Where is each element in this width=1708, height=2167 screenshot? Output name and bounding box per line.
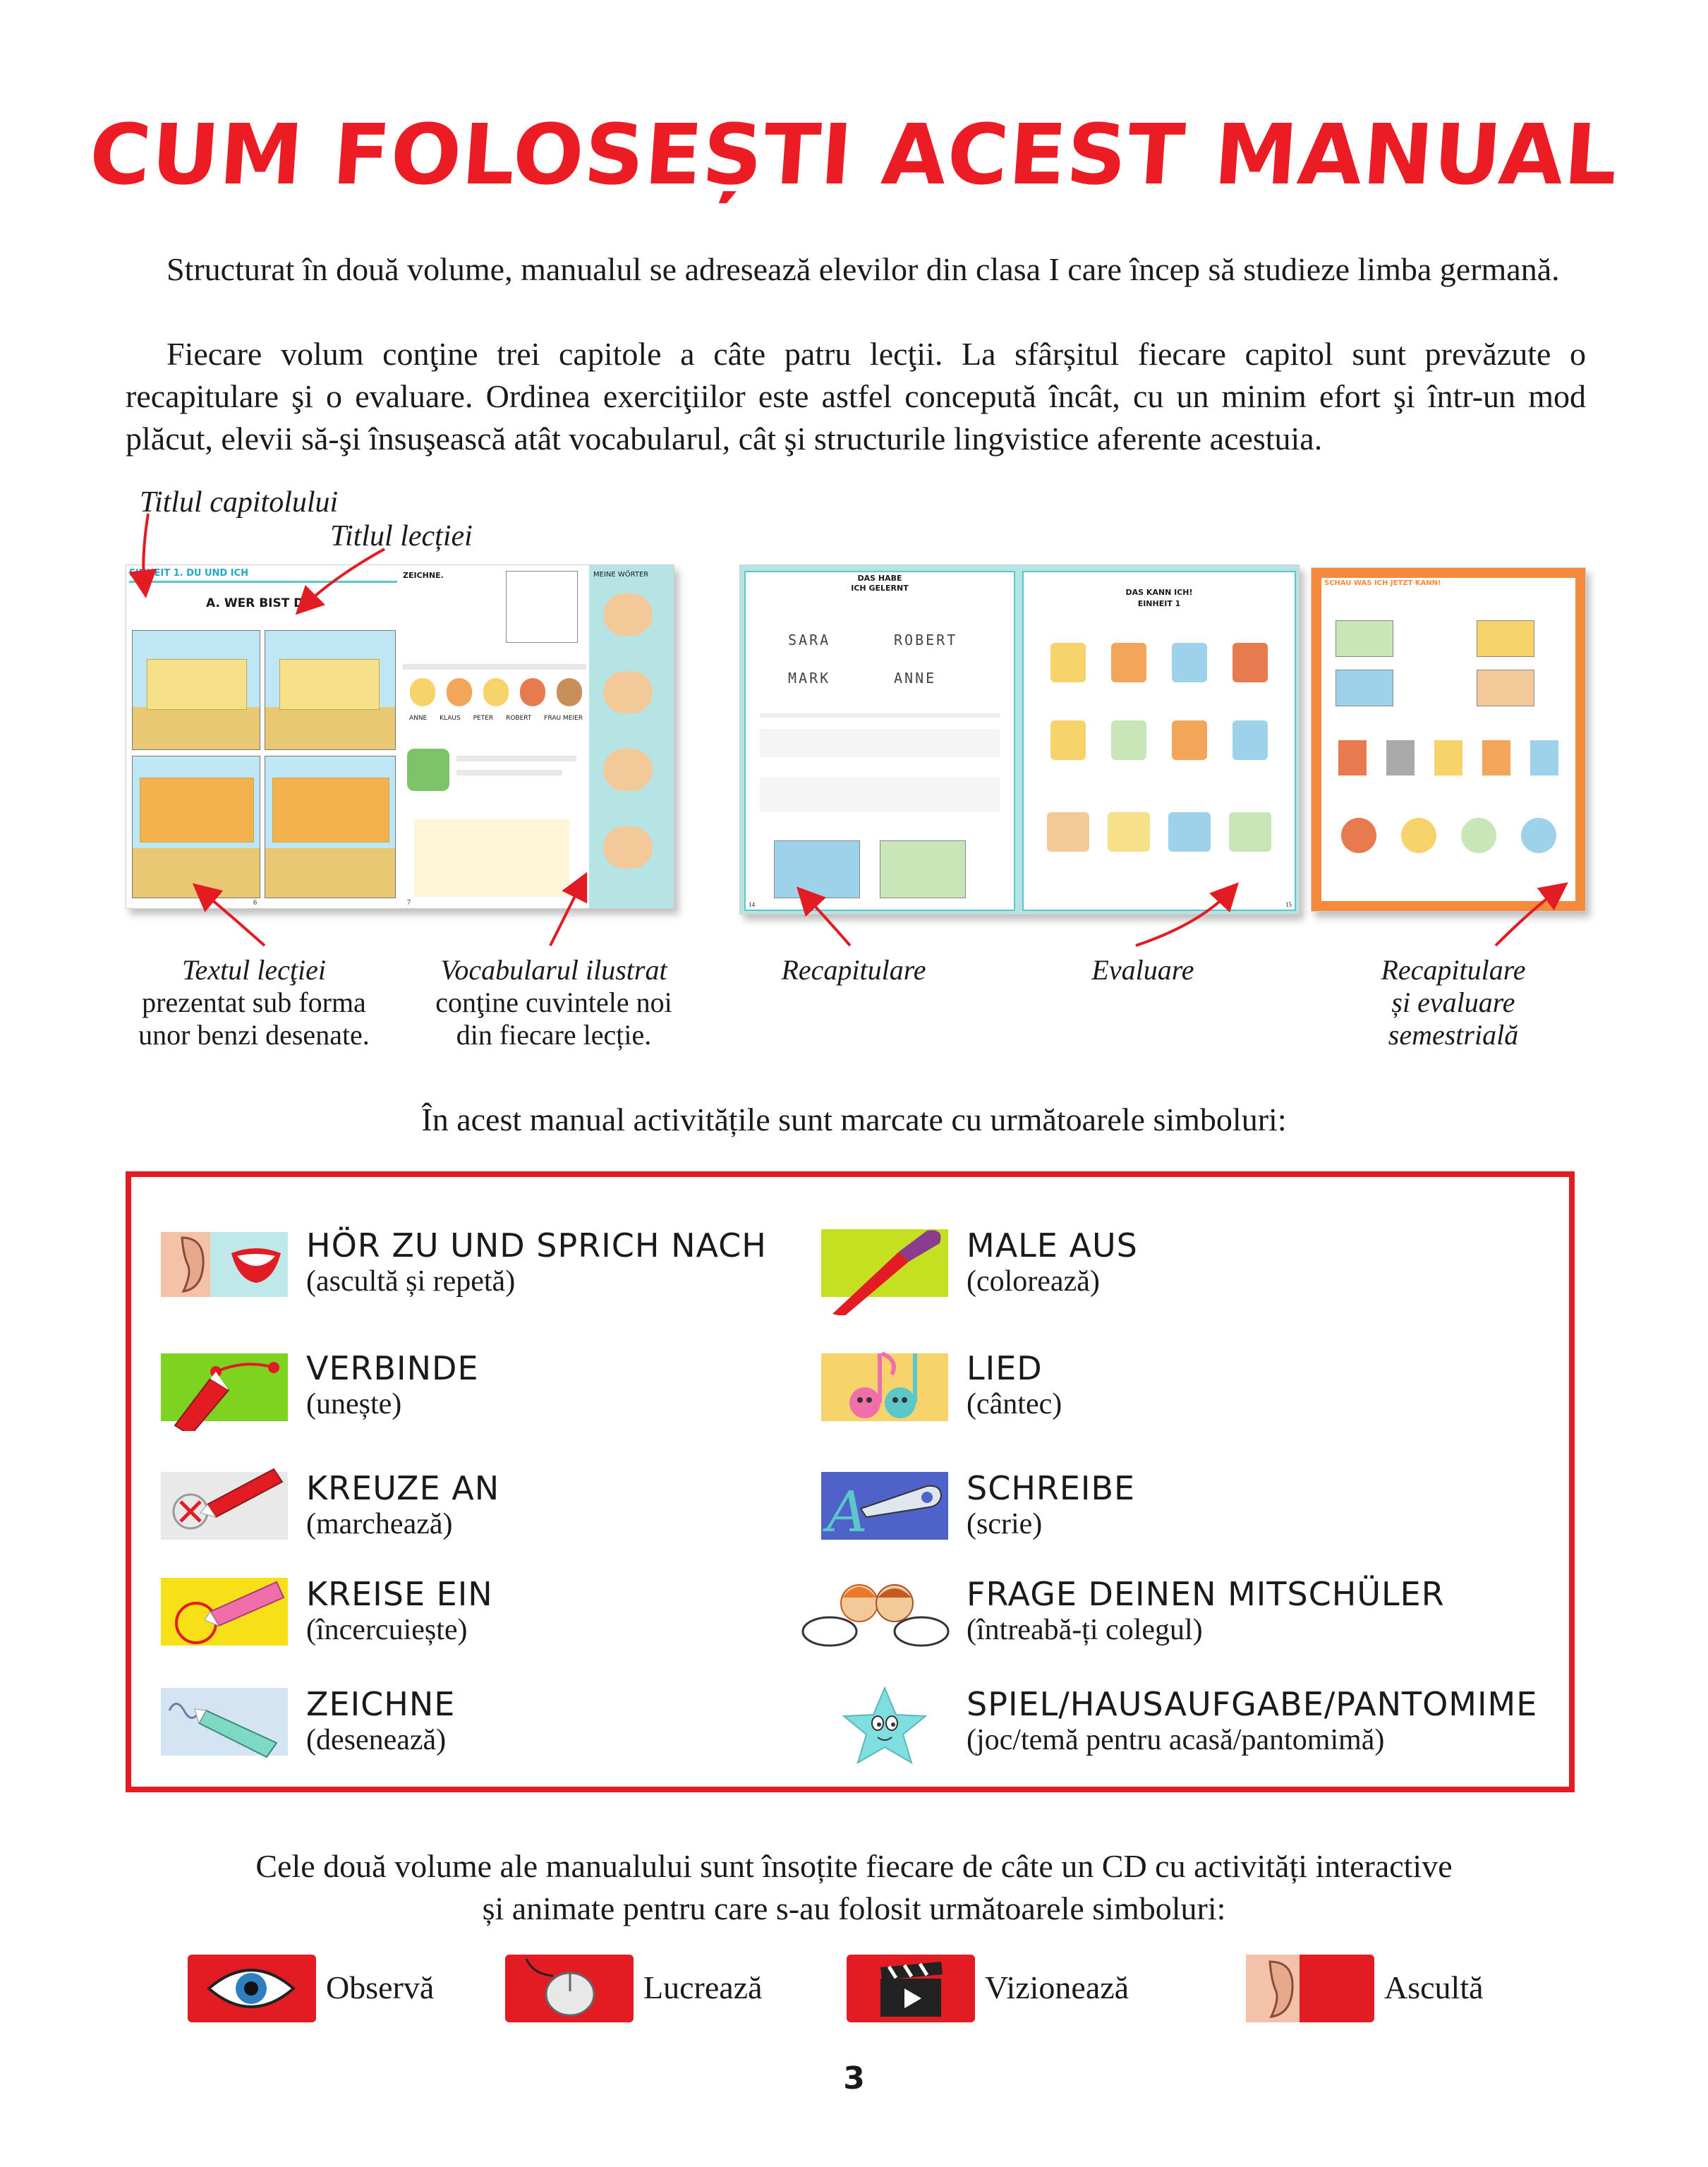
symbol-label: KREISE EIN: [306, 1575, 493, 1613]
description-evaluation-title: Evaluare: [1091, 954, 1194, 986]
writing-pen-icon: [821, 1466, 948, 1544]
circle-pen-icon: [161, 1572, 288, 1650]
music-notes-icon: [821, 1346, 948, 1424]
cross-pen-icon: [161, 1466, 288, 1544]
semester-heading: SCHAU WAS ICH JETZT KANN!: [1324, 579, 1441, 587]
caption-lesson-title: Titlul lecției: [330, 520, 473, 553]
symbol-label: VERBINDE: [306, 1349, 479, 1387]
mouse-icon: [505, 1955, 634, 2022]
description-semester: [1312, 954, 1594, 1051]
symbol-game-homework: [821, 1682, 1538, 1767]
description-semester-line: și evaluare: [1391, 986, 1515, 1018]
review-page-number: 14: [749, 901, 755, 908]
symbol-label: LIED: [967, 1349, 1043, 1387]
symbol-translation: (ascultă și repetă): [306, 1265, 516, 1298]
symbol-label: ZEICHNE: [306, 1685, 456, 1723]
drawing-pen-icon: [161, 1682, 288, 1760]
connect-pen-icon: [161, 1346, 288, 1431]
annotation-arrows: [0, 0, 1708, 1058]
kids-speech-icon: [801, 1572, 950, 1650]
review-heading-2: ICH GELERNT: [851, 584, 909, 593]
description-semester-line: Recapitulare: [1381, 954, 1526, 986]
review-name: MARK: [788, 670, 831, 687]
symbol-label: FRAGE DEINEN MITSCHÜLER: [967, 1575, 1445, 1613]
symbol-translation: (cântec): [967, 1388, 1062, 1420]
intro-paragraph-1: Structurat în două volume, manualul se adresează elevilor din clasa I care încep să studieze limba germană.: [166, 251, 1560, 287]
evaluation-heading-1: DAS KANN ICH!: [1125, 588, 1193, 597]
eye-icon: [188, 1955, 316, 2022]
description-lesson-text-line: unor benzi desenate.: [138, 1019, 370, 1051]
vocab-name: ROBERT: [506, 715, 532, 722]
lesson-page-left: 6: [253, 899, 257, 907]
description-vocabulary: [406, 954, 702, 1051]
lesson-zeichne: ZEICHNE.: [403, 571, 444, 580]
symbol-label: KREUZE AN: [306, 1469, 500, 1507]
ear-mouth-icon: [161, 1224, 288, 1301]
review-name: SARA: [788, 632, 831, 648]
symbol-translation: (încercuiește): [306, 1614, 468, 1646]
cd-description: [0, 1845, 1708, 1930]
description-lesson-text: [106, 954, 402, 1051]
vocab-name: PETER: [473, 715, 494, 722]
vocab-name: ANNE: [408, 715, 428, 722]
symbol-write: [821, 1466, 1498, 1551]
description-vocabulary-title: Vocabularul ilustrat: [440, 954, 667, 986]
symbol-translation: (întreabă-ți colegul): [967, 1614, 1203, 1646]
vocab-name: FRAU MEIER: [544, 715, 583, 722]
paintbrush-icon: [821, 1224, 948, 1315]
review-name: ROBERT: [894, 632, 958, 648]
caption-chapter-title: Titlul capitolului: [140, 486, 339, 519]
clapperboard-icon: [847, 1955, 975, 2022]
cd-symbol-label: Vizionează: [985, 1969, 1129, 2005]
review-name: ANNE: [894, 670, 937, 687]
symbols-intro: În acest manual activitățile sunt marcate cu următoarele simboluri:: [421, 1101, 1287, 1137]
symbol-circle: [161, 1572, 838, 1657]
cd-symbol-label: Observă: [326, 1969, 435, 2005]
symbol-translation: (colorează): [967, 1265, 1100, 1298]
description-vocabulary-line: din fiecare lecție.: [456, 1019, 652, 1051]
intro-paragraph-2: Fiecare volum conţine trei capitole a câte patru lecţii. La sfârșitul fiecare capitol sunt prevăzute o recapitulare şi o evaluare. Ordinea exerciţiilor este astfel concepută încât, cu un minim efort şi într-un mod plăcut, elevii să-şi însuşească atât vocabularul, cât şi structurile lingvistice aferente acestuia.: [126, 336, 1586, 457]
description-review-title: Recapitulare: [781, 954, 926, 986]
symbol-label: SPIEL/HAUSAUFGABE/PANTOMIME: [967, 1685, 1538, 1723]
symbol-song: [821, 1346, 1498, 1431]
star-icon: [821, 1682, 948, 1767]
symbol-translation: (marchează): [306, 1508, 453, 1540]
lesson-unit-title: EINHEIT 1. DU UND ICH: [129, 568, 248, 579]
page-number: 3: [843, 2060, 865, 2096]
page-title: CUM FOLOSEȘTI ACEST MANUAL: [86, 106, 1622, 203]
symbol-translation: (joc/temă pentru acasă/pantomimă): [967, 1724, 1385, 1756]
lesson-page-right: 7: [407, 899, 411, 907]
symbol-color: [821, 1224, 1498, 1308]
symbol-mark: [161, 1466, 838, 1551]
cd-symbol-label: Ascultă: [1384, 1969, 1484, 2005]
symbol-translation: (unește): [306, 1388, 402, 1420]
cd-symbol-label: Lucrează: [643, 1969, 763, 2005]
lesson-heading: A. WER BIST DU?: [205, 596, 321, 610]
symbol-label: HÖR ZU UND SPRICH NACH: [306, 1226, 767, 1264]
description-lesson-text-line: prezentat sub forma: [142, 986, 366, 1018]
description-vocabulary-line: conţine cuvintele noi: [435, 986, 672, 1018]
vocab-column-title: MEINE WÖRTER: [593, 571, 649, 579]
cd-description-line-2: și animate pentru care s-au folosit următoarele simboluri:: [482, 1890, 1226, 1926]
symbol-listen-repeat: [161, 1224, 838, 1308]
description-review: [713, 954, 995, 986]
symbol-draw: [161, 1682, 838, 1767]
ear-icon: [1246, 1955, 1374, 2022]
evaluation-page-number: 15: [1285, 901, 1292, 908]
symbol-ask-classmate: [801, 1572, 1479, 1657]
vocab-name: KLAUS: [440, 715, 461, 722]
symbol-translation: (desenează): [306, 1724, 447, 1756]
description-lesson-text-title: Textul lecţiei: [181, 954, 327, 986]
symbol-label: MALE AUS: [967, 1226, 1138, 1264]
svg-text:A: A: [827, 1479, 868, 1544]
symbol-translation: (scrie): [967, 1508, 1043, 1540]
description-evaluation: [1002, 954, 1284, 986]
symbol-connect: [161, 1346, 838, 1431]
evaluation-heading-2: EINHEIT 1: [1137, 599, 1181, 608]
cd-description-line-1: Cele două volume ale manualului sunt însoțite fiecare de câte un CD cu activități interactive: [255, 1848, 1453, 1884]
symbols-legend-box: [126, 1171, 1575, 1792]
review-heading-1: DAS HABE: [857, 574, 902, 583]
symbol-label: SCHREIBE: [967, 1469, 1136, 1507]
description-semester-line: semestrială: [1388, 1019, 1519, 1051]
